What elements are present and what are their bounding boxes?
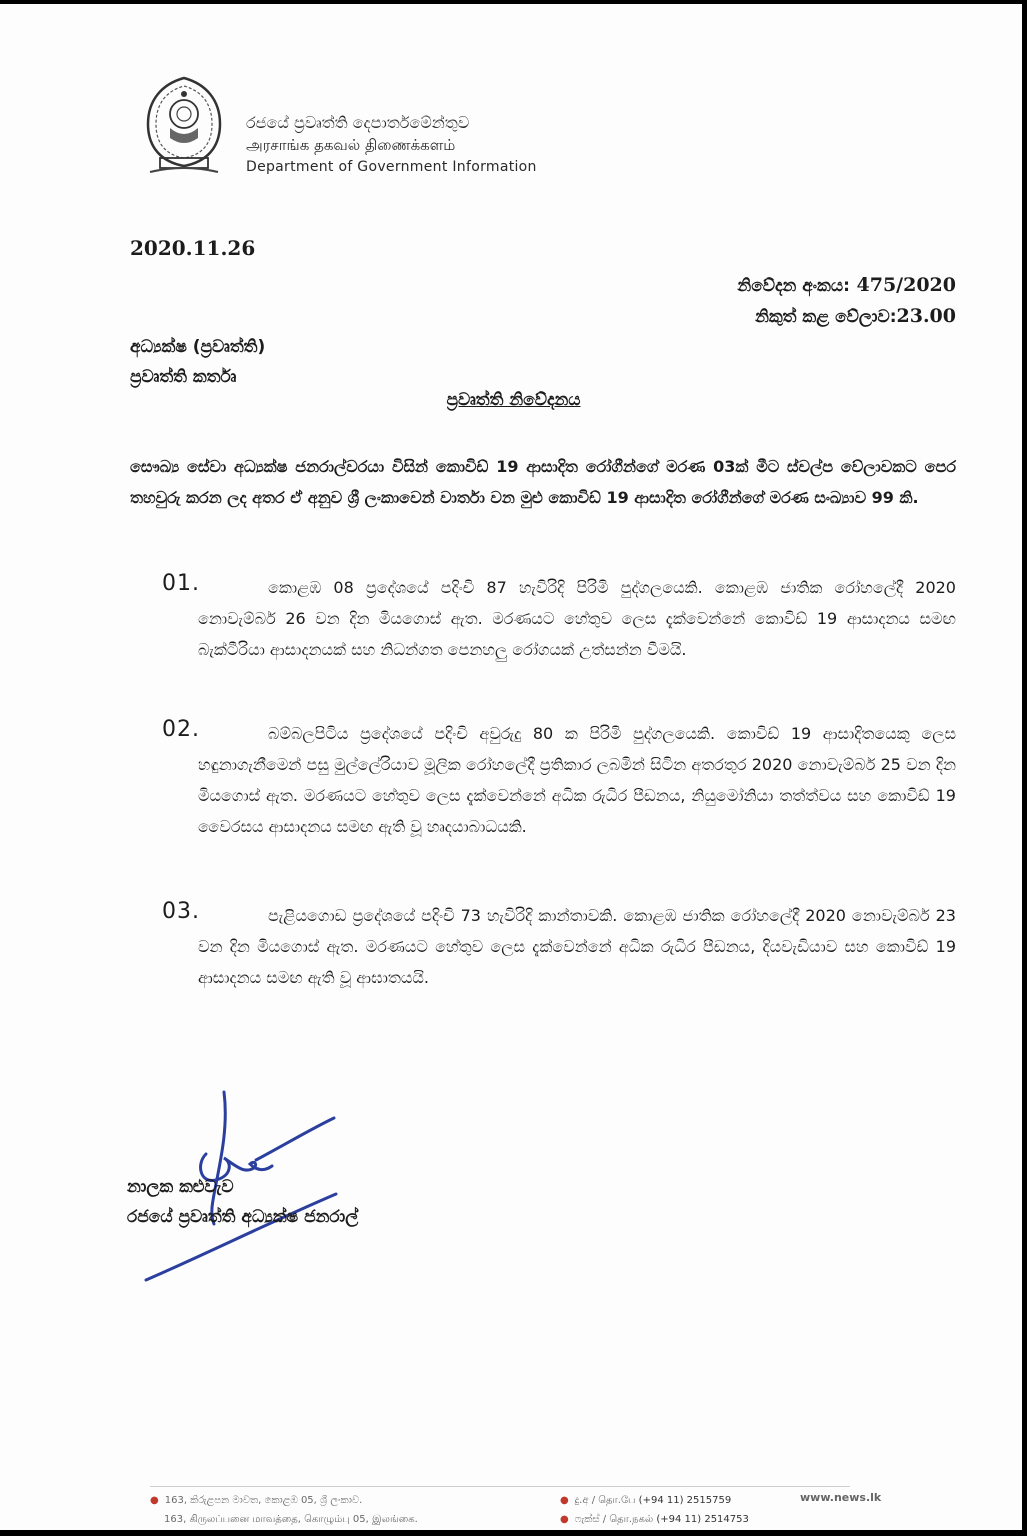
document-heading: ප්‍රවෘත්ති නිවේදනය (446, 390, 581, 410)
footer-address-sinhala: 163, කිරුළපන මාවත, කොළඹ 05, ශ්‍රී ලංකාව. (164, 1495, 363, 1506)
signatory-title: රජයේ ප්‍රවෘත්ති අධ්‍යක්ෂ ජනරාල් (127, 1207, 359, 1227)
release-date: 2020.11.26 (130, 236, 256, 260)
release-number-line (737, 270, 956, 301)
item-number: 03. (162, 899, 200, 924)
department-masthead (246, 112, 537, 178)
item-number: 01. (162, 571, 200, 596)
issue-time-line (737, 301, 956, 332)
item-text: කොළඹ 08 ප්‍රදේශයේ පදිංචි 87 හැවිරිදි පිරිමි පුද්ගලයෙකි. කොළඹ ජාතික රෝහලේදී 2020 නොවැම්බර් 26 වන දින මියගොස් ඇත. මරණයට හේතුව ලෙස දැක්වෙන්නේ කොවිඩ් 19 ආසාදනය සමඟ බැක්ටීරියා ආසාදනයක් සහ නිධන්ගත පෙනහලු රෝගයක් උත්සන්න වීමයි. (198, 578, 956, 659)
phone-label-2: ෆැක්ස් / தொ.நகல் (574, 1514, 654, 1525)
department-name-english: Department of Government Information (246, 159, 537, 175)
document-page (0, 4, 1022, 1530)
item-text: පැළියගොඩ ප්‍රදේශයේ පදිංචි 73 හැවිරිදි කාන්තාවකි. කොළඹ ජාතික රෝහලේදී 2020 නොවැම්බර් 23 වන දින මියගොස් ඇත. මරණයට හේතුව ලෙස දැක්වෙන්නේ අධික රුධිර පීඩනය, දියවැඩියාව සහ කොවිඩ් 19 ආසාදනය සමඟ ඇති වූ ආඝාතයයි. (198, 906, 956, 987)
phone-number-1: (+94 11) 2515759 (638, 1495, 732, 1506)
footer-address-tamil: 163, கிருலப்பனை மாவத்தை, கொழும்பு 05, இலங்கை. (164, 1514, 418, 1525)
addressee-block (130, 332, 265, 392)
signatory-name: නාලක කළුවැව (127, 1177, 234, 1197)
release-number-label: නිවේදන අංකය: (737, 276, 850, 296)
issue-time-label: නිකුත් කළ වේලාව: (755, 307, 897, 327)
item-number: 02. (162, 717, 200, 742)
signatory-block (127, 1172, 358, 1232)
item-text: බම්බලපිටිය ප්‍රදේශයේ පදිංචි අවුරුදු 80 ක පිරිමි පුද්ගලයෙකි. කොවිඩ් 19 ආසාදිතයෙකු ලෙස හඳුනාගැනීමෙන් පසු මුල්ලේරියාව මූලික රෝහලේදී ප්‍රතිකාර ලබමින් සිටින අතරතුර 2020 නොවැම්බර් 25 වන දින මියගොස් ඇත. මරණයට හේතුව ලෙස දැක්වෙන්නේ අධික රුධිර පීඩනය, නියුමෝනියා තත්ත්වය සහ කොවිඩ් 19 වෛරසය ආසාදනය සමඟ ඇති වූ හෘදයාබාධයකි. (198, 724, 956, 836)
death-case-item (162, 718, 956, 842)
bullet-icon: ● (560, 1495, 569, 1506)
national-emblem-icon (140, 74, 228, 178)
footer-phones (560, 1491, 749, 1529)
footer-divider (150, 1486, 850, 1487)
bullet-icon: ● (150, 1495, 159, 1506)
addressee-line-2: ප්‍රවෘත්ති කර්තෘ (130, 367, 237, 387)
release-reference (737, 270, 956, 332)
intro-paragraph: සෞඛ්‍ය සේවා අධ්‍යක්ෂ ජනරාල්වරයා විසින් කොවිඩ් 19 ආසාදිත රෝගීන්ගේ මරණ 03ක් මීට ස්වල්ප වේලාවකට පෙර තහවුරු කරන ලද අතර ඒ අනුව ශ්‍රී ලංකාවෙන් වාර්තා වන මුළු කොවිඩ් 19 ආසාදිත රෝගීන්ගේ මරණ සංඛ්‍යාව 99 කි. (130, 457, 956, 507)
issue-time: 23.00 (896, 305, 956, 327)
addressee-line-1: අධ්‍යක්ෂ (ප්‍රවෘත්ති) (130, 337, 266, 357)
bullet-icon: ● (560, 1514, 569, 1525)
death-case-item (162, 900, 956, 993)
footer-address (150, 1491, 418, 1529)
department-name-sinhala: රජයේ ප්‍රවෘත්ති දෙපාර්තමේන්තුව (246, 113, 470, 132)
phone-label-1: දු.අ / தொ.பே (574, 1495, 636, 1506)
department-name-tamil: அரசாங்க தகவல் திணைக்களம் (246, 136, 456, 154)
release-number: 475/2020 (856, 274, 956, 296)
footer-website: www.news.lk (800, 1491, 882, 1504)
death-case-item (162, 572, 956, 665)
phone-number-2: (+94 11) 2514753 (656, 1514, 749, 1525)
